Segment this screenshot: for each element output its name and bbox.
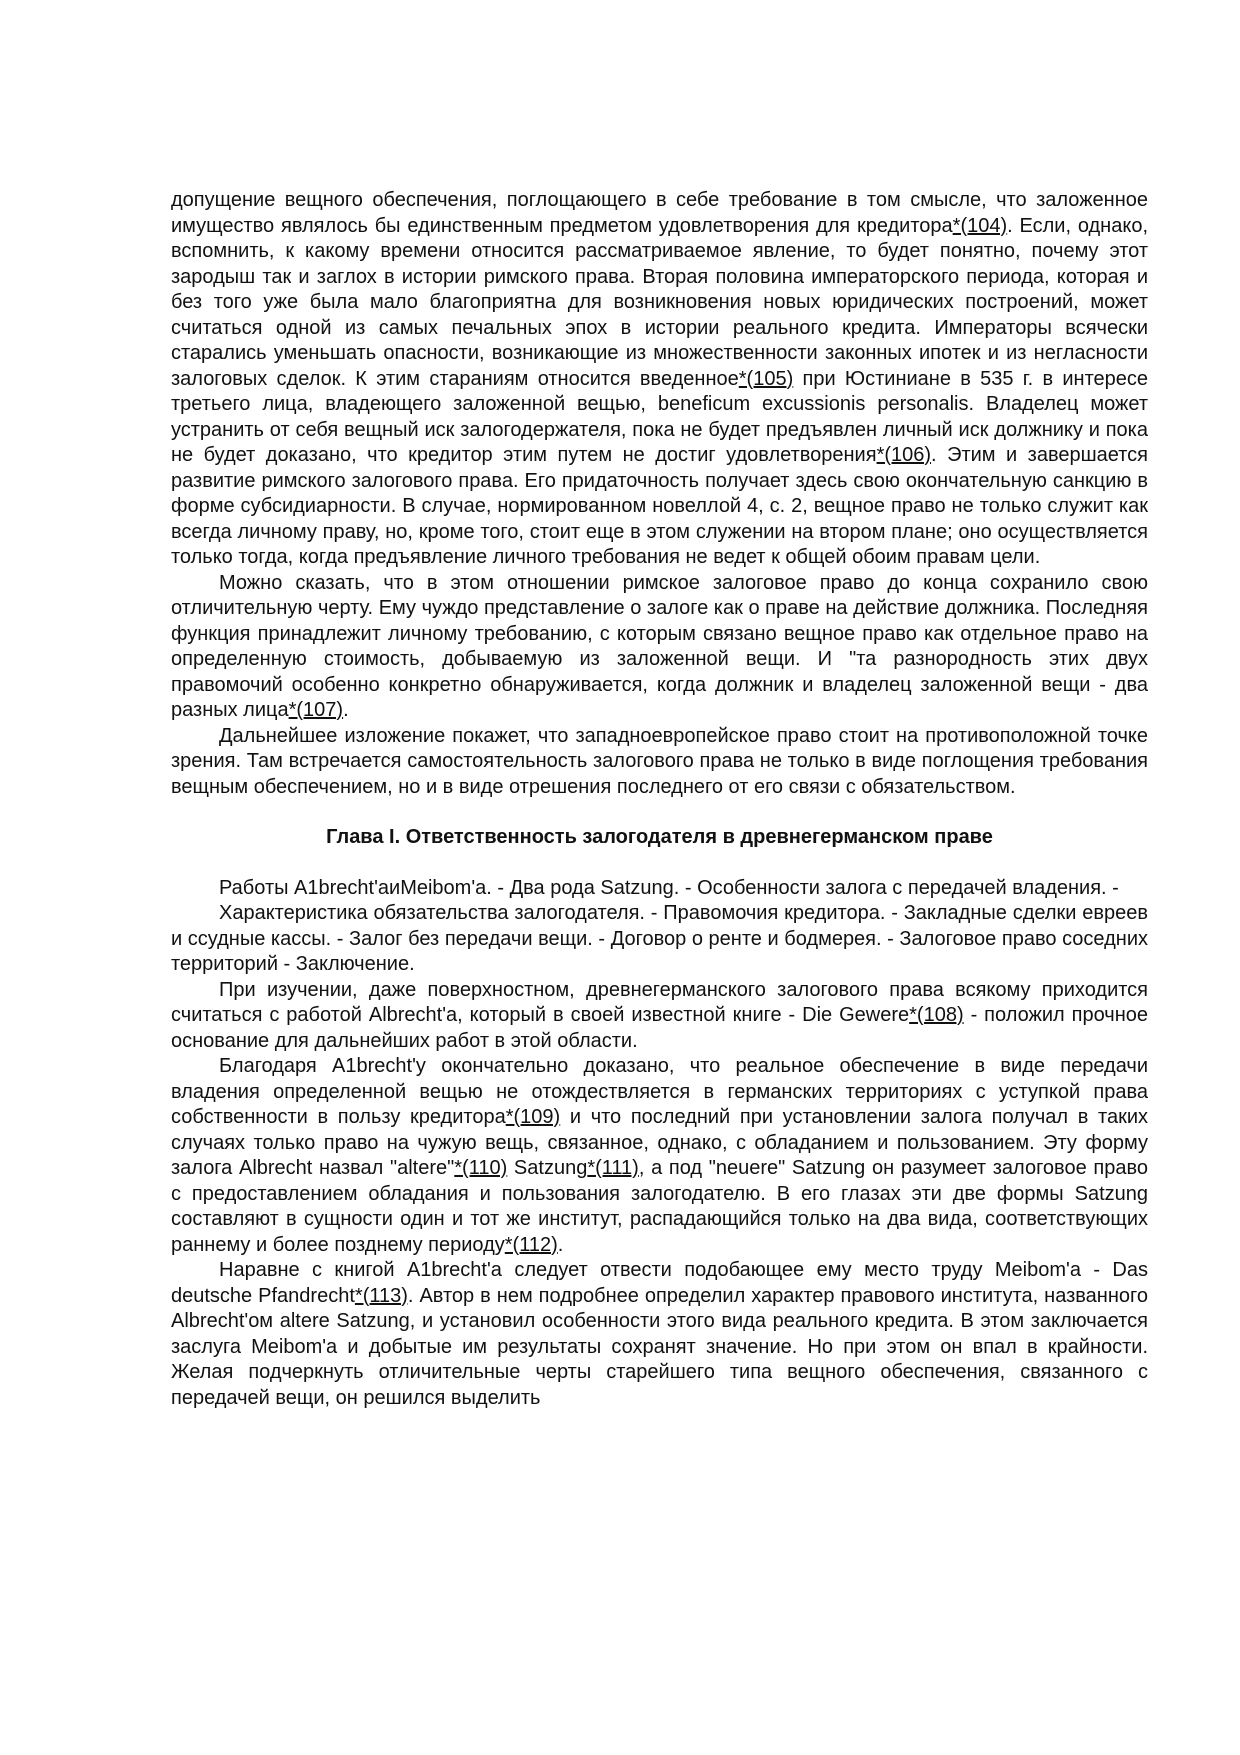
paragraph	[171, 978, 1148, 1055]
paragraph-text: . Автор в нем подробнее определил характер правового института, названного Albrecht'ом altere Satzung, и установил особенности этого вида реального кредита. В этом заключается заслуга Meibom'a и добытые им результаты сохранят значение. Но при этом он впал в крайности. Желая подчеркнуть отличительные черты старейшего типа вещного обеспечения, связанного с передачей вещи, он решился выделить	[171, 1284, 1149, 1409]
footnote-link[interactable]: *(106)	[876, 444, 932, 466]
paragraph-text: Можно сказать, что в этом отношении римское залоговое право до конца сохранило свою отличительную черту. Ему чуждо представление о залоге как о праве на действие должника. Последняя функция принадлежит личному требованию, с которым связано вещное право как отдельное право на определенную стоимость, добываемую из заложенной вещи. И "та разнородность этих двух правомочий особенно конкретно обнаруживается, когда должник и владелец заложенной вещи - два разных лица	[171, 571, 1148, 721]
paragraph-text: Наравне с книгой A1brecht'a следует отвести подобающее ему место труду Meibom'a - Das deutsche Pfandrecht	[171, 1259, 1148, 1307]
text-block-before-heading	[171, 188, 1148, 800]
chapter-heading: Глава I. Ответственность залогодателя в древнегерманском праве	[326, 826, 993, 848]
paragraph-text: Дальнейшее изложение покажет, что западноевропейское право стоит на противоположной точке зрения. Там встречается самостоятельность залогового права не только в виде поглощения требования вещным обеспечением, но и в виде отрешения последнего от его связи с обязательством.	[171, 724, 1148, 798]
footnote-link[interactable]: *(112)	[504, 1233, 558, 1256]
footnote-link[interactable]: *(109)	[505, 1106, 561, 1128]
paragraph	[171, 901, 1148, 978]
paragraph-text: , а под "neuere" Satzung он разумеет залоговое право с предоставлением обладания и пользования залогодателю. В его глазах эти две формы Satzung составляют в сущности один и тот же институт, распадающийся только на два вида, соответствующих раннему и более позднему периоду	[171, 1157, 1148, 1256]
paragraph	[171, 1258, 1148, 1411]
footnote-link[interactable]: *(105)	[738, 367, 794, 390]
paragraph-text: допущение вещного обеспечения, поглощающего в себе требование в том смысле, что заложенное имущество являлось бы единственным предметом удовлетворения для кредитора	[171, 189, 1148, 237]
paragraph-text: . Если, однако, вспомнить, к какому времени относится рассматриваемое явление, то будет понятно, почему этот зародыш так и заглох в истории римского права. Вторая половина императорского периода, которая и без того уже была мало благоприятна для возникновения новых юридических построений, может считаться одной из самых печальных эпох в истории реального кредита. Императоры всячески старались уменьшать опасности, возникающие из множественности законных ипотек и из негласности залоговых сделок. К этим стараниям относится введенное	[171, 214, 1148, 390]
paragraph-text: и что последний при установлении залога получал в таких случаях только право на чужую вещь, связанное, однако, с обладанием и пользованием. Эту форму залога Albrecht назвал "altere"	[171, 1106, 1148, 1179]
paragraph	[171, 876, 1148, 902]
footnote-link[interactable]: *(107)	[288, 699, 344, 721]
footnote-link[interactable]: *(110)	[454, 1157, 508, 1179]
paragraph-text: Характеристика обязательства залогодателя. - Правомочия кредитора. - Закладные сделки евреев и ссудные кассы. - Залог без передачи вещи. - Договор о ренте и бодмерея. - Залоговое право соседних территорий - Заключение.	[171, 902, 1148, 975]
paragraph-text: .	[343, 699, 349, 721]
footnote-link[interactable]: *(104)	[952, 214, 1008, 237]
paragraph-text: . Этим и завершается развитие римского залогового права. Его придаточность получает здесь свою окончательную санкцию в форме субсидиарности. В случае, нормированном новеллой 4, с. 2, вещное право не только служит как всегда личному праву, но, кроме того, стоит еще в этом служении на втором плане; оно осуществляется только тогда, когда предъявление личного требования не ведет к общей обоим правам цели.	[171, 444, 1149, 568]
footnote-link[interactable]: *(108)	[909, 1004, 964, 1026]
paragraph-text: при Юстиниане в 535 г. в интересе третьего лица, владеющего заложенной вещью, beneficum excussionis personalis. Владелец может устранить от себя вещный иск залогодержателя, пока не будет предъявлен личный иск должнику и пока не будет доказано, что кредитор этим путем не достиг удовлетворения	[171, 367, 1148, 466]
document-page	[171, 188, 1148, 1411]
text-block-after-heading	[171, 876, 1148, 1412]
footnote-link[interactable]: *(113)	[354, 1284, 408, 1307]
paragraph-text: При изучении, даже поверхностном, древнегерманского залогового права всякому приходится считаться с работой Albrecht'a, который в своей известной книге - Die Gewere	[171, 978, 1148, 1026]
paragraph	[171, 188, 1148, 571]
paragraph	[171, 1054, 1148, 1258]
paragraph-text: Satzung	[507, 1157, 588, 1179]
paragraph-text: .	[557, 1233, 564, 1256]
paragraph-text: - положил прочное основание для дальнейших работ в этой области.	[171, 1004, 1148, 1052]
paragraph-text: Благодаря A1brecht'y окончательно доказано, что реальное обеспечение в виде передачи владения определенной вещью не отождествляется в германских территориях с уступкой права собственности в пользу кредитора	[171, 1055, 1148, 1128]
paragraph	[171, 571, 1148, 724]
paragraph	[171, 724, 1148, 801]
footnote-link[interactable]: *(111)	[587, 1157, 639, 1179]
paragraph-text: Работы A1brecht'аиMeibom'a. - Два рода Satzung. - Особенности залога с передачей владения. -	[219, 876, 1119, 899]
